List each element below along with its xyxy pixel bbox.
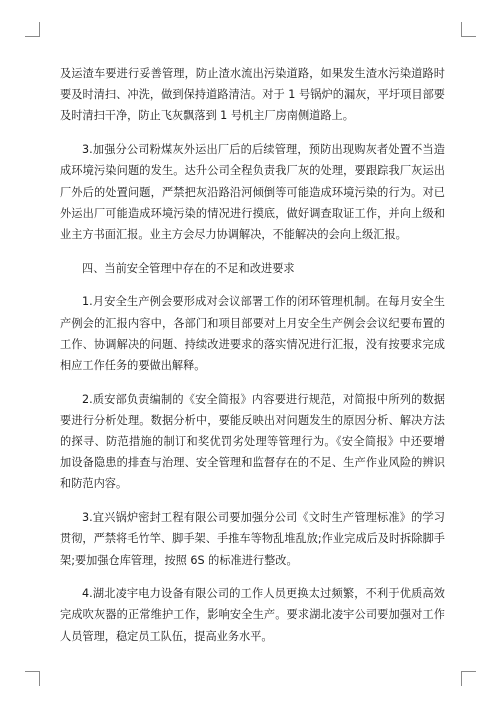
paragraph-monthly-meeting: 1.月安全生产例会要形成对会议部署工作的闭环管理机制。在每月安全生产例会的汇报内容中，各部门和项目部要对上月安全生产例会会议纪要布置的工作、协调解决的问题、持续改进要求的落实情况进行汇报，没有按要求完成相应工作任务的要做出解释。 (60, 295, 445, 372)
crop-mark-top-left (25, 22, 40, 37)
section-heading-shortcomings: 四、当前安全管理中存在的不足和改进要求 (82, 261, 295, 275)
paragraph-safety-bulletin: 2.质安部负责编制的《安全简报》内容要进行规范，对简报中所列的数据要进行分析处理。数据分析中，要能反映出对问题发生的原因分析、解决方法的探寻、防范措施的制订和奖优罚劣处理等管理行为。《安全简报》中还要增加设备隐患的排查与治理、安全管理和监督存在的不足、生产作业风险的辨识和防范内容。 (60, 392, 445, 491)
paragraph-fly-ash-management: 3.加强分公司粉煤灰外运出厂后的后续管理，预防出现购灰者处置不当造成环境污染问题的发生。达升公司全程负责我厂灰的处理，要跟踪我厂灰运出厂外后的处置问题，严禁把灰沿路沿河倾倒等可能造成环境污染的行为。对已外运出厂可能造成环境污染的情况进行摸底，做好调查取证工作，并向上级和业主方书面汇报。业主方会尽力协调解决，不能解决的会向上级汇报。 (60, 143, 445, 241)
document-page (60, 63, 445, 659)
crop-mark-top-right (461, 22, 476, 37)
paragraph-continuation: 及运渣车要进行妥善管理，防止渣水流出污染道路，如果发生渣水污染道路时要及时清扫、冲洗，做到保持道路清洁。对于 1 号锅炉的漏灰，平圩项目部要及时清扫干净，防止飞灰飘落到 1 号机主厂房南侧道路上。 (60, 67, 445, 123)
crop-mark-bottom-left (25, 671, 40, 686)
paragraph-yixing-boiler: 3.宜兴锅炉密封工程有限公司要加强分公司《文时生产管理标准》的学习贯彻，严禁将毛竹竿、脚手架、手推车等物乱堆乱放;作业完成后及时拆除脚手架;要加强仓库管理，按照 6S 的标准进行整改。 (60, 511, 445, 567)
crop-mark-bottom-right (461, 671, 476, 686)
paragraph-hubei-lingyu: 4.湖北凌宇电力设备有限公司的工作人员更换太过频繁，不利于优质高效完成吹灰器的正常维护工作，影响安全生产。要求湖北凌宇公司要加强对工作人员管理，稳定员工队伍，提高业务水平。 (60, 587, 445, 643)
